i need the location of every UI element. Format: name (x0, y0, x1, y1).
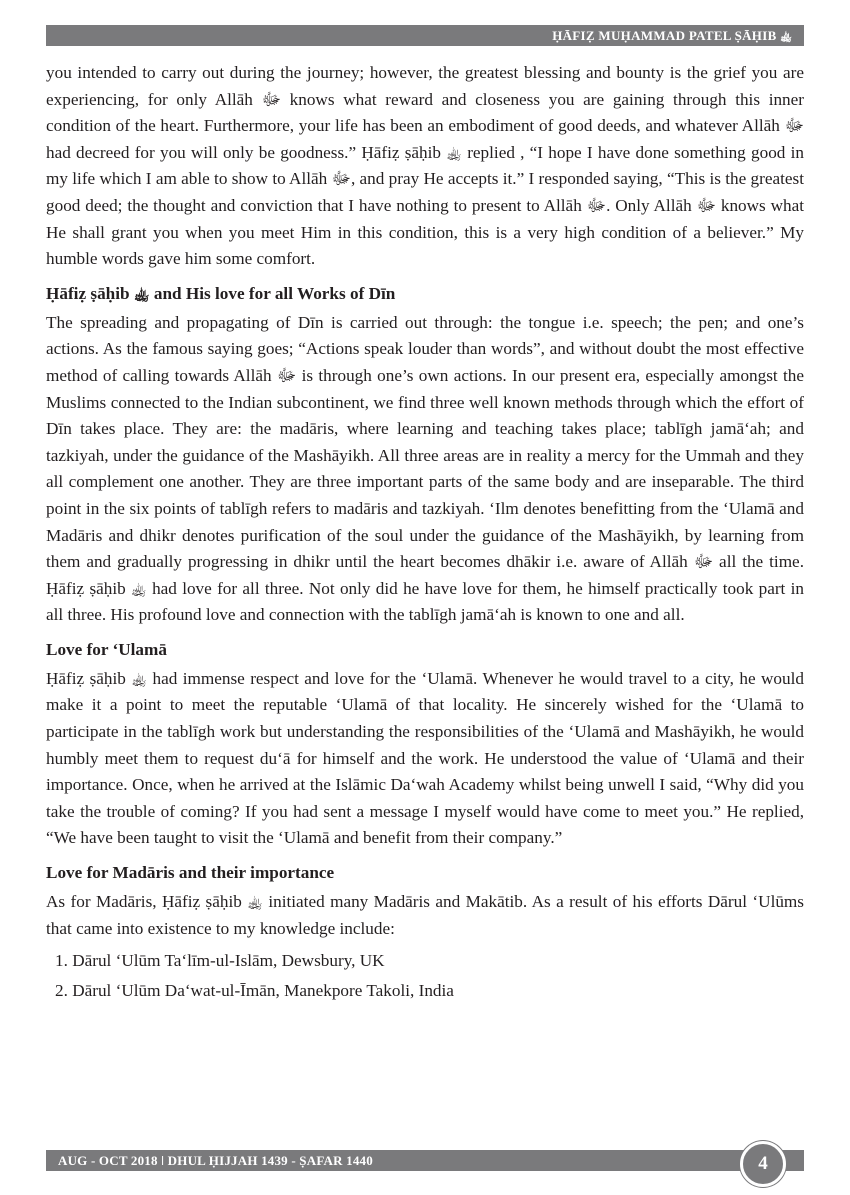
paragraph-2: The spreading and propagating of Dīn is carried out through: the tongue i.e. speech; the pen; and one’s actions. As the famous saying goes; “Actions speak louder than words”, and without doubt the most effective method of calling towards Allāh ﷻ is through one’s own actions. In our present era, especially amongst the Muslims connected to the Indian subcontinent, we find three well known methods through which the effort of Dīn takes place. They are: the madāris, where learning and teaching takes place; tablīgh jamā‘ah; and tazkiyah, under the guidance of the Mashāyikh. All three areas are in reality a mercy for the Ummah and they all complement one another. They are three important parts of the same body and are inseparable. The third point in the six points of tablīgh refers to madāris and tazkiyah. ‘Ilm denotes benefitting from the ‘Ulamā and Madāris and dhikr denotes purification of the soul under the guidance of the Mashāyikh, by learning from them and gradually progressing in dhikr until the heart becomes dhākir i.e. aware of Allāh ﷻ all the time. Ḥāfiẓ ṣāḥib ﵀ had love for all three. Not only did he have love for them, he himself practically took part in all three. His profound love and connection with the tablīgh jamā‘ah is known to one and all. (46, 312, 804, 625)
paragraph-1: you intended to carry out during the journey; however, the greatest blessing and bounty is the grief you are experiencing, for only Allāh ﷻ knows what reward and closeness you are gaining through this inner condition of the heart. Furthermore, your life has been an embodiment of good deeds, and whatever Allāh ﷻ had decreed for you will only be goodness.” Ḥāfiẓ ṣāḥib ﵀ replied , “I hope I have done something good in my life which I am able to show to Allāh ﷻ, and pray He accepts it.” I responded saying, “This is the greatest good deed; the thought and conviction that I have nothing to present to Allāh ﷻ. Only Allāh ﷻ knows what He shall grant you when you meet Him in this condition, this is a very high condition of a believer.” My humble words gave him some comfort. (46, 63, 805, 269)
list-item: 2. Dārul ‘Ulūm Da‘wat-ul-Īmān, Manekpore Takoli, India (55, 981, 454, 1001)
running-header-title: ḤĀFIẒ MUḤAMMAD PATEL ṢĀḤIB ﵀ (552, 28, 792, 43)
darul-uloom-list (46, 946, 804, 1006)
section-heading-love-for-din: Ḥāfiẓ ṣāḥib ﵀ and His love for all Works of Dīn (46, 283, 396, 303)
running-footer (46, 1150, 804, 1171)
list-item: 1. Dārul ‘Ulūm Ta‘līm-ul-Islām, Dewsbury, UK (55, 951, 385, 971)
running-header (46, 25, 804, 46)
page-content (46, 60, 804, 1006)
section-heading-love-for-madaris: Love for Madāris and their importance (46, 863, 335, 883)
paragraph-4: As for Madāris, Ḥāfiẓ ṣāḥib ﵀ initiated many Madāris and Makātib. As a result of his efforts Dārul ‘Ulūms that came into existence to my knowledge include: (46, 892, 804, 938)
issue-date-label: AUG - OCT 2018 ǀ DHUL ḤIJJAH 1439 - ṢAFAR 1440 (58, 1153, 373, 1168)
paragraph-3: Ḥāfiẓ ṣāḥib ﵀ had immense respect and love for the ‘Ulamā. Whenever he would travel to a city, he would make it a point to meet the reputable ‘Ulamā of that locality. He sincerely wished for the ‘Ulamā to participate in the tablīgh work but understanding the responsibilities of the ‘Ulamā and Mashāyikh, he would humbly meet them to request du‘ā for himself and the work. He understood the value of ‘Ulamā and their importance. Once, when he arrived at the Islāmic Da‘wah Academy whilst being unwell I said, “Why did you take the trouble of coming? If you had sent a message I myself would have come to meet you.” He replied, “We have been taught to visit the ‘Ulamā and benefit from their company.” (46, 668, 804, 848)
section-heading-love-for-ulama: Love for ‘Ulamā (46, 639, 167, 659)
page-number: 4 (758, 1153, 768, 1174)
page-number-badge (740, 1141, 786, 1187)
